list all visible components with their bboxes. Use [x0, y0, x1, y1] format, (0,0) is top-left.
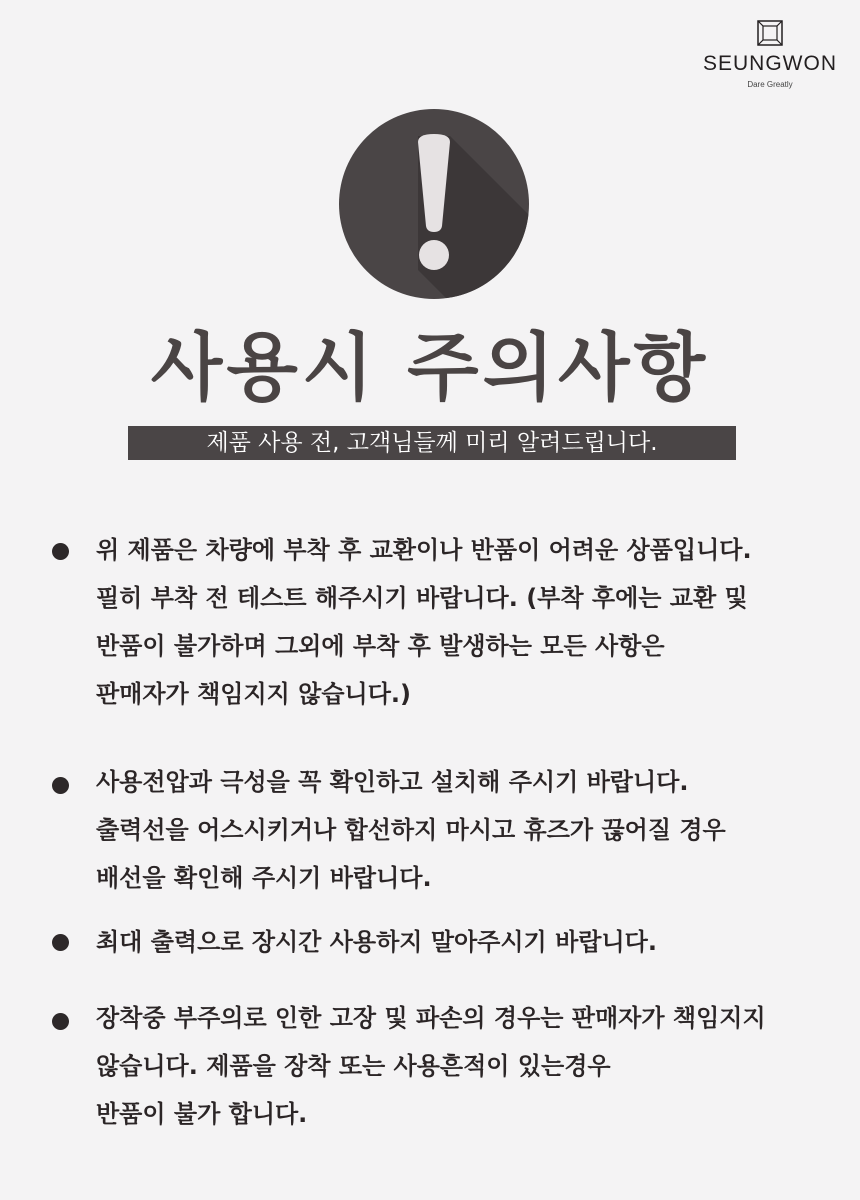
- notice-line: 장착중 부주의로 인한 고장 및 파손의 경우는 판매자가 책임지지: [96, 1004, 766, 1032]
- brand-logo: [690, 18, 850, 89]
- notice-line: 사용전압과 극성을 꼭 확인하고 설치해 주시기 바랍니다.: [96, 768, 689, 796]
- cube-outline-icon: [755, 18, 785, 48]
- exclamation-circle-icon: [338, 108, 530, 300]
- notice-line: 반품이 불가 합니다.: [96, 1100, 308, 1128]
- page-title: 사용시 주의사항: [150, 325, 710, 411]
- brand-name: SEUNGWON: [703, 52, 837, 75]
- notice-line: 판매자가 책임지지 않습니다.): [96, 680, 412, 708]
- notice-line: 반품이 불가하며 그외에 부착 후 발생하는 모든 사항은: [96, 632, 665, 660]
- notice-line: 않습니다. 제품을 장착 또는 사용흔적이 있는경우: [96, 1052, 611, 1080]
- brand-tagline: Dare Greatly: [747, 80, 793, 89]
- subtitle-banner: 제품 사용 전, 고객님들께 미리 알려드립니다.: [128, 426, 736, 460]
- notice-line: 위 제품은 차량에 부착 후 교환이나 반품이 어려운 상품입니다.: [96, 536, 752, 564]
- notice-line: 출력선을 어스시키거나 합선하지 마시고 휴즈가 끊어질 경우: [96, 816, 726, 844]
- notice-text: [96, 758, 832, 902]
- bullet-icon: [52, 934, 69, 951]
- bullet-icon: [52, 1013, 69, 1030]
- notice-text: [96, 994, 832, 1138]
- bullet-icon: [52, 777, 69, 794]
- notice-line: 필히 부착 전 테스트 해주시기 바랍니다. (부착 후에는 교환 및: [96, 584, 748, 612]
- notice-line: 최대 출력으로 장시간 사용하지 말아주시기 바랍니다.: [96, 928, 657, 956]
- bullet-icon: [52, 543, 69, 560]
- notice-text: [96, 918, 832, 966]
- notice-text: [96, 526, 832, 718]
- notice-line: 배선을 확인해 주시기 바랍니다.: [96, 864, 432, 892]
